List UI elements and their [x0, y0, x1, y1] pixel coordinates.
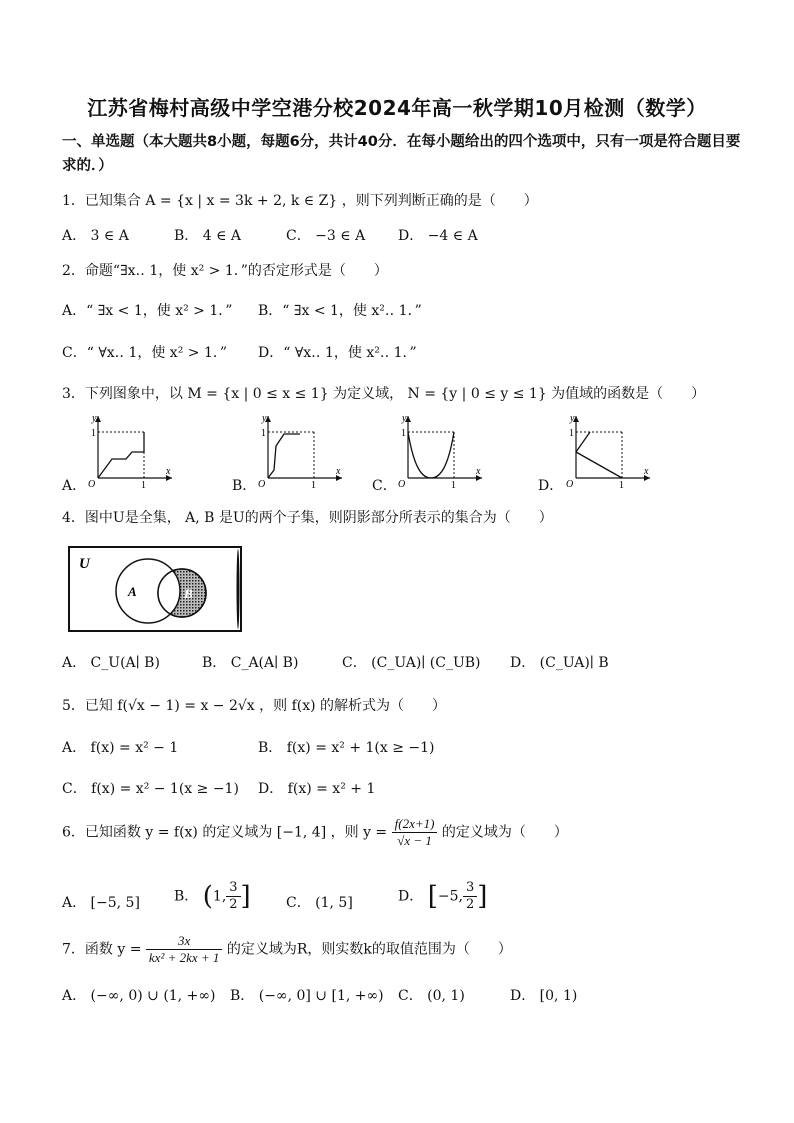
q6-d-fraction — [463, 880, 477, 913]
q6-b-left-bracket: ( — [202, 881, 213, 912]
q6-d-num: 3 — [463, 880, 477, 897]
q1-option-d[interactable]: D． −4 ∈ A — [398, 228, 478, 244]
q1-option-a[interactable]: A． 3 ∈ A — [62, 228, 129, 244]
q6-b-lower: 1, — [212, 888, 227, 905]
q3-graph-c — [394, 412, 490, 490]
q5-option-d[interactable]: D． f(x) = x² + 1 — [258, 781, 376, 797]
q6-d-den: 2 — [465, 897, 475, 912]
q3-option-d[interactable]: D． — [538, 478, 564, 494]
q3-option-b[interactable]: B． — [232, 478, 257, 494]
q3-graph-a — [84, 412, 180, 490]
q6-option-b-letter: B． — [174, 888, 199, 905]
question-1-stem: 1．已知集合 A = {x | x = 3k + 2, k ∈ Z} ，则下列判断正确的是（ ） — [62, 193, 538, 209]
q7-option-d[interactable]: D． [0, 1) — [510, 988, 578, 1004]
page-title: 江苏省梅村高级中学空港分校2024年高一秋学期10月检测（数学） — [87, 96, 707, 120]
q3-option-a[interactable]: A． — [62, 478, 87, 494]
q5-option-b[interactable]: B． f(x) = x² + 1(x ≥ −1) — [258, 740, 435, 756]
q6-option-a[interactable]: A． [−5, 5] — [62, 895, 140, 911]
q6-b-right-bracket: ] — [240, 881, 251, 912]
q6-stem-pre: 6．已知函数 y = f(x) 的定义域为 [−1, 4] ，则 y = — [62, 824, 388, 841]
q7-option-c[interactable]: C． (0, 1) — [398, 988, 465, 1004]
question-4-stem: 4．图中U是全集， A, B 是U的两个子集，则阴影部分所表示的集合为（ ） — [62, 510, 553, 526]
question-2-stem: 2．命题“∃x‥ 1，使 x² > 1．”的否定形式是（ ） — [62, 263, 388, 279]
q3c-one-x: 1 — [451, 480, 456, 490]
q4-venn-diagram — [66, 544, 244, 634]
question-6-stem — [62, 816, 568, 849]
q7-frac-num: 3x — [146, 933, 223, 950]
q3a-one-x: 1 — [141, 480, 146, 490]
question-5-stem: 5．已知 f(√x − 1) = x − 2√x ，则 f(x) 的解析式为（ ） — [62, 698, 447, 714]
q3c-origin: O — [398, 479, 406, 490]
q3d-x-label: x — [644, 466, 649, 477]
q6-option-d[interactable] — [398, 880, 487, 913]
q3d-y-label: y — [570, 413, 575, 424]
q6-option-c[interactable]: C． (1, 5] — [286, 895, 353, 911]
q6-b-fraction — [226, 880, 240, 913]
q3-graph-d — [562, 412, 658, 490]
q7-option-b[interactable]: B． (−∞, 0] ∪ [1, +∞) — [230, 988, 384, 1004]
q7-frac-den: kx² + 2kx + 1 — [148, 950, 220, 965]
q4-option-c[interactable]: C． (C_UA)∣ (C_UB) — [342, 655, 481, 671]
q5-option-a[interactable]: A． f(x) = x² − 1 — [62, 740, 179, 756]
q3a-y-label: y — [92, 413, 97, 424]
q5-option-c[interactable]: C． f(x) = x² − 1(x ≥ −1) — [62, 781, 239, 797]
q6-option-d-letter: D． — [398, 888, 424, 905]
q3-option-c[interactable]: C． — [372, 478, 397, 494]
q3a-one-y: 1 — [91, 428, 96, 439]
q6-b-num: 3 — [226, 880, 240, 897]
q1-option-c[interactable]: C． −3 ∈ A — [286, 228, 366, 244]
q2-option-a[interactable]: A．“ ∃x < 1，使 x² > 1．” — [62, 303, 233, 319]
section-heading: 一、单选题（本大题共8小题，每题6分，共计40分．在每小题给出的四个选项中，只有一项是符合题目要求的．） — [62, 134, 741, 174]
q3d-origin: O — [566, 479, 574, 490]
q3c-x-label: x — [476, 466, 481, 477]
q3b-y-label: y — [262, 413, 267, 424]
q4-option-d[interactable]: D． (C_UA)∣ B — [510, 655, 609, 671]
q6-d-right-bracket: ] — [477, 881, 488, 912]
q4-option-b[interactable]: B． C_A(A∣ B) — [202, 655, 299, 671]
q2-option-c[interactable]: C．“ ∀x‥ 1，使 x² > 1．” — [62, 345, 228, 361]
q3c-one-y: 1 — [401, 428, 406, 439]
venn-set-b-label: B — [184, 586, 193, 601]
q7-fraction — [146, 933, 223, 966]
q7-option-a[interactable]: A． (−∞, 0) ∪ (1, +∞) — [62, 988, 216, 1004]
q6-d-lower: −5, — [437, 888, 463, 905]
q3c-y-label: y — [402, 413, 407, 424]
q1-option-b[interactable]: B． 4 ∈ A — [174, 228, 242, 244]
q3d-one-y: 1 — [569, 428, 574, 439]
q3-graph-b — [254, 412, 350, 490]
q6-frac-num: f(2x+1) — [392, 816, 438, 833]
q6-b-den: 2 — [229, 897, 238, 912]
venn-universe-label: U — [79, 556, 90, 572]
q2-option-b[interactable]: B．“ ∃x < 1，使 x²‥ 1．” — [258, 303, 422, 319]
question-7-stem — [62, 933, 512, 966]
q3a-origin: O — [88, 479, 96, 490]
q6-option-b[interactable] — [174, 880, 251, 913]
q3d-one-x: 1 — [619, 480, 624, 490]
q3b-one-x: 1 — [311, 480, 316, 490]
q3a-x-label: x — [166, 466, 171, 477]
q6-stem-post: 的定义域为（ ） — [441, 824, 568, 841]
q6-frac-den: √x − 1 — [397, 833, 432, 848]
q4-option-a[interactable]: A． C_U(A∣ B) — [62, 655, 160, 671]
q6-d-left-bracket: [ — [427, 881, 438, 912]
q3b-x-label: x — [336, 466, 341, 477]
q3b-one-y: 1 — [261, 428, 266, 439]
question-3-stem: 3．下列图象中，以 M = {x | 0 ≤ x ≤ 1} 为定义域， N = {y | 0 ≤ y ≤ 1} 为值域的函数是（ ） — [62, 386, 706, 402]
venn-set-a-label: A — [128, 584, 137, 599]
q3b-origin: O — [258, 479, 266, 490]
q6-fraction — [392, 816, 438, 849]
q7-stem-post: 的定义域为R，则实数k的取值范围为（ ） — [226, 941, 512, 958]
q2-option-d[interactable]: D．“ ∀x‥ 1，使 x²‥ 1．” — [258, 345, 417, 361]
q7-stem-pre: 7．函数 y = — [62, 941, 142, 958]
